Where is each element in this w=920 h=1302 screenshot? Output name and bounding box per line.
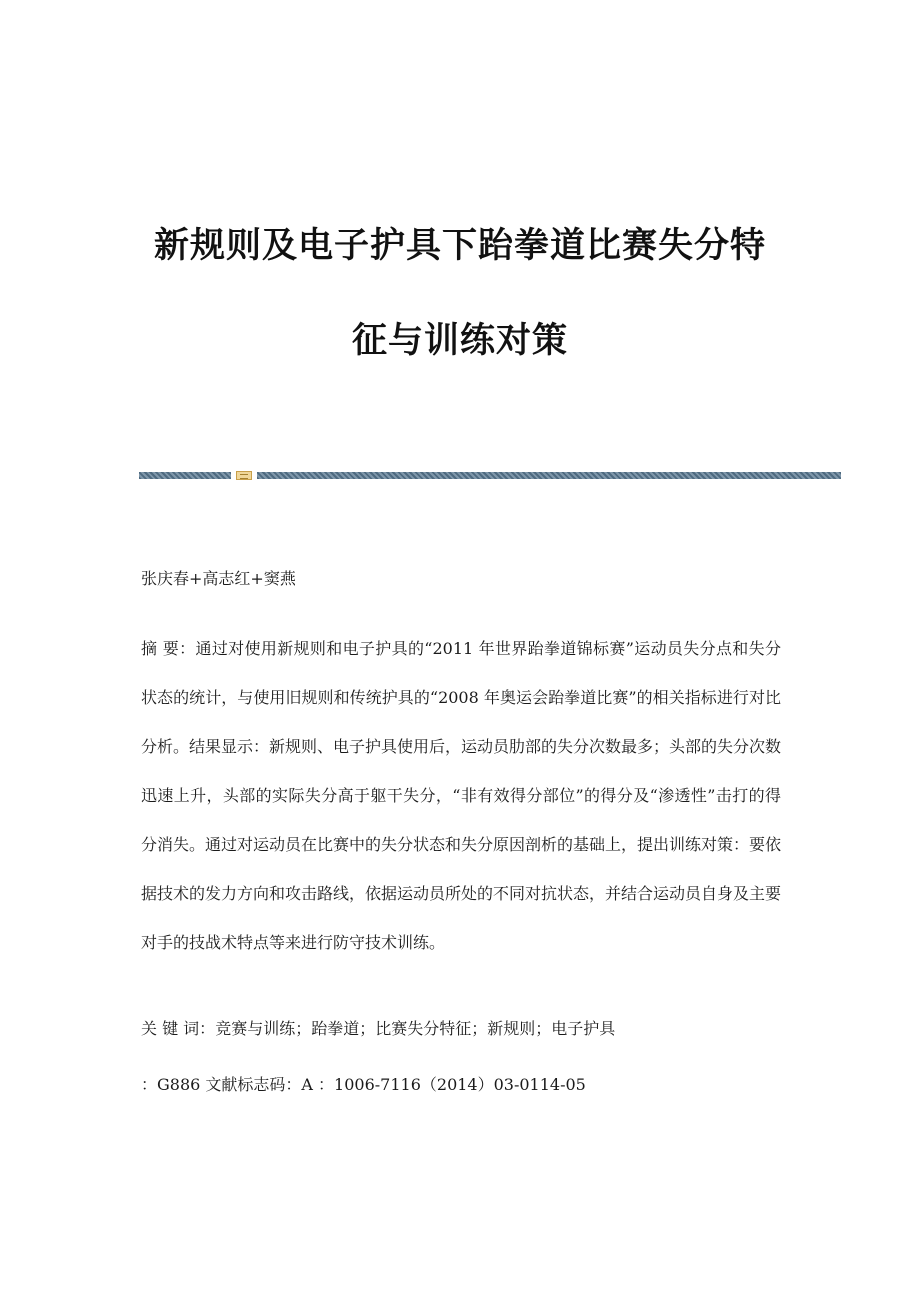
document-title-line-2: 征与训练对策 <box>351 321 568 361</box>
divider-right-segment <box>257 472 841 479</box>
abstract-label: 摘 要： <box>141 639 196 658</box>
keywords-label: 关 键 词： <box>141 1019 216 1038</box>
authors: 张庆春+高志红+窦燕 <box>141 569 296 588</box>
keywords-text: 竞赛与训练；跆拳道；比赛失分特征；新规则；电子护具 <box>215 1019 616 1038</box>
classification-info: ：G886 文献标志码：A ：1006-7116（2014）03-0114-05 <box>141 1075 586 1094</box>
title-divider <box>139 471 841 480</box>
document-title-line-1: 新规则及电子护具下跆拳道比赛失分特 <box>153 226 766 266</box>
divider-ornament-icon <box>236 471 252 480</box>
abstract <box>141 624 781 967</box>
divider-left-segment <box>139 472 231 479</box>
keywords <box>141 1019 781 1039</box>
abstract-text: 通过对使用新规则和电子护具的“2011 年世界跆拳道锦标赛”运动员失分点和失分状态的统计，与使用旧规则和传统护具的“2008 年奥运会跆拳道比赛”的相关指标进行对比分析。结果显示：新规则、电子护具使用后，运动员肋部的失分次数最多；头部的失分次数迅速上升，头部的实际失分高于躯干失分，“非有效得分部位”的得分及“渗透性”击打的得分消失。通过对运动员在比赛中的失分状态和失分原因剖析的基础上，提出训练对策：要依据技术的发力方向和攻击路线，依据运动员所处的不同对抗状态，并结合运动员自身及主要对手的技战术特点等来进行防守技术训练。 <box>141 639 782 952</box>
